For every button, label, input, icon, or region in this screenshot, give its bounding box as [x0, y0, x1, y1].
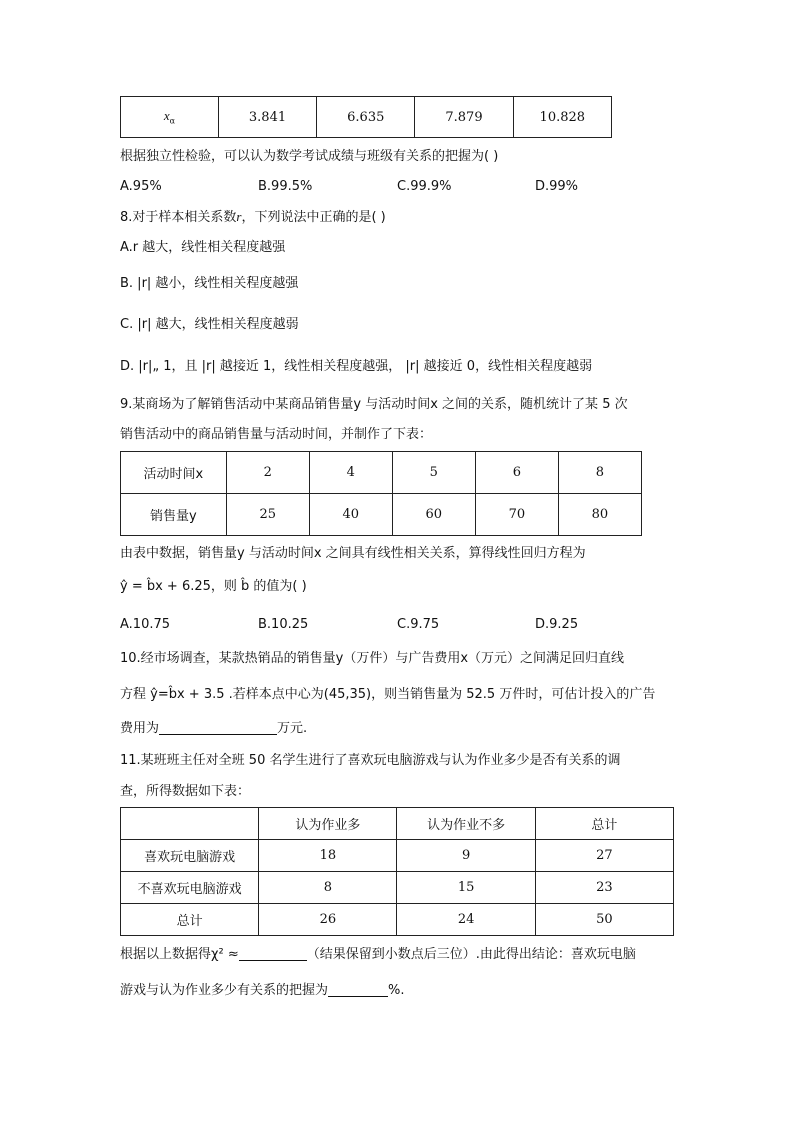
- q9-data-table: [120, 451, 642, 536]
- table-cell: 9: [397, 840, 535, 872]
- q8-option-a: A.r 越大，线性相关程度越强: [120, 240, 286, 255]
- q7-option-b: B.99.5%: [258, 179, 313, 194]
- q9-option-a: A.10.75: [120, 617, 171, 632]
- critical-value-cell: 10.828: [513, 97, 611, 138]
- critical-value-cell: 3.841: [218, 97, 316, 138]
- critical-value-cell: 7.879: [415, 97, 513, 138]
- table-cell: 25: [226, 494, 309, 536]
- q9-option-b: B.10.25: [258, 617, 309, 632]
- q9-after-line2: ŷ = b̂x + 6.25，则 b̂ 的值为( ): [120, 579, 307, 594]
- table-row: [121, 904, 674, 936]
- table-row: [121, 872, 674, 904]
- table-cell: 活动时间x: [121, 452, 227, 494]
- q10-line2: 方程 ŷ=b̂x + 3.5 .若样本点中心为(45,35)，则当销售量为 52.5 万件时，可估计投入的广告: [120, 687, 656, 702]
- q11-contingency-table: [120, 807, 674, 936]
- table-cell: 18: [259, 840, 397, 872]
- critical-value-label: $x_\alpha$: [121, 97, 219, 138]
- table-cell: 8: [558, 452, 641, 494]
- table-header-cell: 总计: [535, 808, 673, 840]
- table-row: [121, 840, 674, 872]
- table-header-cell: [121, 808, 259, 840]
- table-cell: 40: [309, 494, 392, 536]
- table-cell: 80: [558, 494, 641, 536]
- q11-line2: 查，所得数据如下表：: [120, 784, 251, 799]
- table-cell: 15: [397, 872, 535, 904]
- q8-option-d: D. |r|„ 1，且 |r| 越接近 1，线性相关程度越强， |r| 越接近 0，线性相关程度越弱: [120, 359, 593, 374]
- critical-value-cell: 6.635: [317, 97, 415, 138]
- q11-line1: 11.某班班主任对全班 50 名学生进行了喜欢玩电脑游戏与认为作业多少是否有关系的调: [120, 753, 621, 768]
- answer-blank[interactable]: [159, 720, 277, 735]
- table-cell: 4: [309, 452, 392, 494]
- critical-value-table: [120, 96, 612, 138]
- table-cell: 2: [226, 452, 309, 494]
- q9-option-d: D.9.25: [535, 617, 579, 632]
- q11-conclusion-line1: 根据以上数据得χ² ≈ （结果保留到小数点后三位）.由此得出结论：喜欢玩电脑: [120, 947, 636, 962]
- q8-option-c: C. |r| 越大，线性相关程度越弱: [120, 317, 299, 332]
- q8-stem: 8.对于样本相关系数r，下列说法中正确的是( ): [120, 209, 386, 225]
- q9-stem-line1: 9.某商场为了解销售活动中某商品销售量y 与活动时间x 之间的关系，随机统计了某 5 次: [120, 397, 628, 412]
- q9-option-c: C.9.75: [397, 617, 440, 632]
- table-header-cell: 认为作业不多: [397, 808, 535, 840]
- table-cell: 26: [259, 904, 397, 936]
- table-cell: 23: [535, 872, 673, 904]
- table-cell: 50: [535, 904, 673, 936]
- q8-option-b: B. |r| 越小，线性相关程度越强: [120, 276, 299, 291]
- table-cell: 不喜欢玩电脑游戏: [121, 872, 259, 904]
- table-cell: 总计: [121, 904, 259, 936]
- q7-stem: 根据独立性检验，可以认为数学考试成绩与班级有关系的把握为( ): [120, 149, 499, 164]
- table-cell: 70: [475, 494, 558, 536]
- q7-option-d: D.99%: [535, 179, 579, 194]
- table-header-cell: 认为作业多: [259, 808, 397, 840]
- table-cell: 24: [397, 904, 535, 936]
- q7-option-a: A.95%: [120, 179, 162, 194]
- table-cell: 喜欢玩电脑游戏: [121, 840, 259, 872]
- table-row: [121, 808, 674, 840]
- table-cell: 5: [392, 452, 475, 494]
- q10-line3: 费用为 万元.: [120, 721, 308, 736]
- table-cell: 6: [475, 452, 558, 494]
- answer-blank[interactable]: [239, 946, 307, 961]
- q11-conclusion-line2: 游戏与认为作业多少有关系的把握为 %.: [120, 983, 405, 998]
- table-cell: 销售量y: [121, 494, 227, 536]
- table-cell: 8: [259, 872, 397, 904]
- q7-option-c: C.99.9%: [397, 179, 452, 194]
- table-cell: 27: [535, 840, 673, 872]
- table-row: [121, 452, 642, 494]
- answer-blank[interactable]: [328, 982, 388, 997]
- q10-line1: 10.经市场调查，某款热销品的销售量y（万件）与广告费用x（万元）之间满足回归直线: [120, 651, 625, 666]
- q9-after-line1: 由表中数据，销售量y 与活动时间x 之间具有线性相关关系，算得线性回归方程为: [120, 546, 586, 561]
- q9-stem-line2: 销售活动中的商品销售量与活动时间，并制作了下表：: [120, 427, 433, 442]
- table-cell: 60: [392, 494, 475, 536]
- table-row: [121, 494, 642, 536]
